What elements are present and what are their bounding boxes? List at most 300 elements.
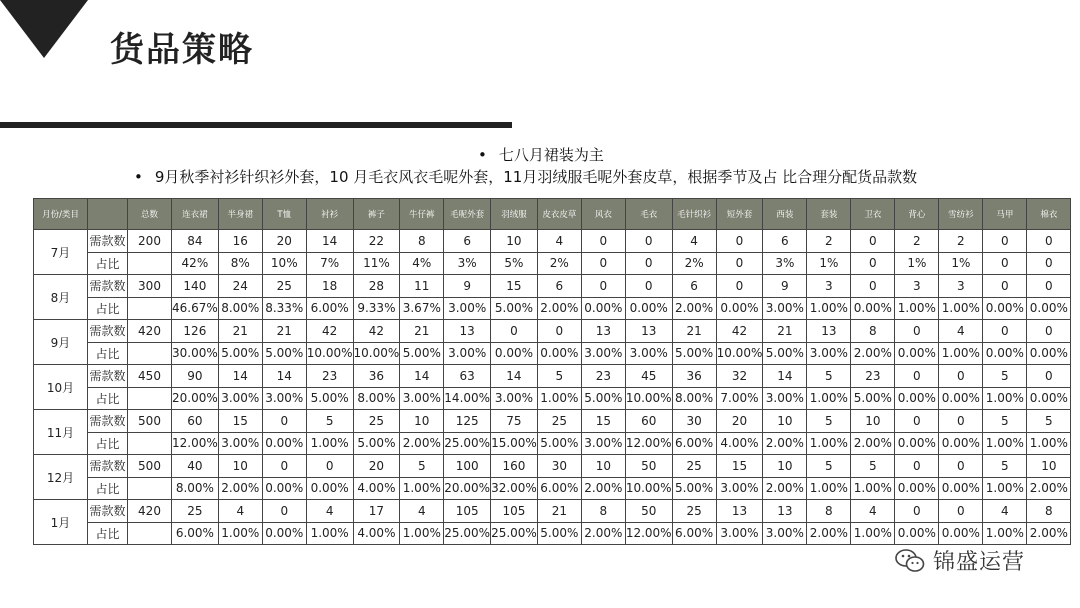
row-label: 占比 [88, 297, 128, 320]
data-cell: 1.00% [537, 387, 581, 410]
data-cell: 0 [716, 230, 763, 253]
column-header: 短外套 [716, 199, 763, 230]
data-cell: 60 [172, 410, 219, 433]
data-cell: 2% [672, 252, 716, 275]
data-cell: 1.00% [983, 387, 1027, 410]
data-cell: 46.67% [172, 297, 219, 320]
data-cell: 4 [400, 500, 444, 523]
bullet-item [478, 144, 604, 165]
data-cell: 50 [625, 455, 672, 478]
data-cell: 3.00% [444, 297, 491, 320]
month-cell: 12月 [34, 455, 88, 500]
data-cell: 30 [672, 410, 716, 433]
data-cell: 10.00% [716, 342, 763, 365]
data-cell: 0.00% [939, 522, 983, 545]
data-cell: 0 [939, 365, 983, 388]
data-cell: 28 [353, 275, 400, 298]
data-cell: 16 [218, 230, 262, 253]
table-row [34, 522, 1071, 545]
data-cell: 5.00% [537, 432, 581, 455]
data-cell [128, 297, 172, 320]
data-cell: 0.00% [895, 342, 939, 365]
data-cell: 25 [172, 500, 219, 523]
data-cell: 0 [581, 252, 625, 275]
data-cell: 13 [581, 320, 625, 343]
data-cell: 7% [306, 252, 353, 275]
bullet-text: 9月秋季衬衫针织衫外套，10 月毛衣风衣毛呢外套，11月羽绒服毛呢外套皮草，根据季节及占 比合理分配货品款数 [154, 168, 918, 186]
data-cell: 5.00% [672, 342, 716, 365]
data-cell: 0.00% [1027, 342, 1071, 365]
row-label: 需款数 [88, 230, 128, 253]
data-cell: 50 [625, 500, 672, 523]
data-cell: 5.00% [400, 342, 444, 365]
data-cell: 3.00% [807, 342, 851, 365]
bullet-marker: • [134, 168, 143, 186]
data-cell: 20.00% [444, 477, 491, 500]
table-row [34, 432, 1071, 455]
data-cell: 0.00% [939, 477, 983, 500]
data-cell: 5.00% [851, 387, 895, 410]
data-cell: 45 [625, 365, 672, 388]
data-cell: 420 [128, 320, 172, 343]
data-cell: 11 [400, 275, 444, 298]
data-cell: 0.00% [1027, 387, 1071, 410]
data-cell: 8.33% [262, 297, 306, 320]
data-cell: 10.00% [625, 387, 672, 410]
data-cell: 0.00% [1027, 297, 1071, 320]
data-cell: 0.00% [262, 522, 306, 545]
data-cell: 0 [262, 455, 306, 478]
data-cell: 36 [672, 365, 716, 388]
data-cell: 14 [763, 365, 807, 388]
data-cell: 3.00% [218, 387, 262, 410]
data-cell: 5% [491, 252, 538, 275]
data-cell: 21 [400, 320, 444, 343]
data-cell: 5.00% [537, 522, 581, 545]
data-cell: 42% [172, 252, 219, 275]
data-cell: 60 [625, 410, 672, 433]
data-cell: 20 [262, 230, 306, 253]
data-cell: 3.00% [763, 297, 807, 320]
data-cell: 6.00% [172, 522, 219, 545]
column-header: 牛仔裤 [400, 199, 444, 230]
data-cell: 21 [763, 320, 807, 343]
column-header: 羽绒服 [491, 199, 538, 230]
data-cell: 3.00% [763, 522, 807, 545]
data-cell: 3.00% [716, 522, 763, 545]
data-cell: 0.00% [895, 522, 939, 545]
data-cell: 3% [444, 252, 491, 275]
data-cell: 0.00% [716, 297, 763, 320]
wechat-icon [895, 548, 925, 574]
column-header: 月份/类目 [34, 199, 88, 230]
data-cell: 21 [672, 320, 716, 343]
data-cell: 0.00% [262, 432, 306, 455]
row-label: 需款数 [88, 455, 128, 478]
data-cell: 0.00% [537, 342, 581, 365]
data-cell: 4 [537, 230, 581, 253]
data-cell: 3.00% [444, 342, 491, 365]
data-cell: 5 [983, 455, 1027, 478]
data-cell: 2 [939, 230, 983, 253]
column-header: 连衣裙 [172, 199, 219, 230]
data-cell: 500 [128, 455, 172, 478]
data-cell: 12.00% [172, 432, 219, 455]
data-cell: 6 [763, 230, 807, 253]
data-cell: 0 [983, 320, 1027, 343]
data-cell: 30 [537, 455, 581, 478]
watermark-text: 锦盛运营 [933, 550, 1026, 575]
data-cell: 0 [895, 410, 939, 433]
data-cell: 2.00% [581, 477, 625, 500]
data-cell: 4 [983, 500, 1027, 523]
table-row [34, 455, 1071, 478]
data-cell: 8.00% [353, 387, 400, 410]
data-cell: 3 [895, 275, 939, 298]
data-cell: 4 [218, 500, 262, 523]
data-cell: 5 [983, 365, 1027, 388]
data-cell: 1% [807, 252, 851, 275]
table-row [34, 297, 1071, 320]
data-cell: 1% [895, 252, 939, 275]
data-cell: 420 [128, 500, 172, 523]
data-cell: 25 [672, 500, 716, 523]
data-cell: 1.00% [983, 477, 1027, 500]
data-cell: 25.00% [491, 522, 538, 545]
data-cell: 8 [851, 320, 895, 343]
data-cell [128, 522, 172, 545]
row-label: 需款数 [88, 410, 128, 433]
table-row [34, 275, 1071, 298]
row-label: 需款数 [88, 365, 128, 388]
column-header: 风衣 [581, 199, 625, 230]
data-cell: 5 [400, 455, 444, 478]
data-cell: 15 [491, 275, 538, 298]
data-cell: 3.00% [400, 387, 444, 410]
data-cell: 25.00% [444, 432, 491, 455]
data-cell: 125 [444, 410, 491, 433]
data-cell: 160 [491, 455, 538, 478]
data-cell: 0 [939, 500, 983, 523]
data-cell: 5 [851, 455, 895, 478]
page-title: 货品策略 [110, 30, 254, 70]
data-cell: 20 [353, 455, 400, 478]
data-cell: 10 [400, 410, 444, 433]
data-cell: 0 [895, 455, 939, 478]
data-cell [128, 477, 172, 500]
data-cell: 36 [353, 365, 400, 388]
data-cell: 8 [581, 500, 625, 523]
data-cell: 3.00% [581, 432, 625, 455]
data-cell [128, 387, 172, 410]
data-cell: 5.00% [581, 387, 625, 410]
data-cell: 5.00% [353, 432, 400, 455]
column-header: 总数 [128, 199, 172, 230]
data-cell: 8.00% [172, 477, 219, 500]
row-label: 需款数 [88, 275, 128, 298]
data-cell: 0 [581, 275, 625, 298]
data-cell: 25 [537, 410, 581, 433]
data-cell: 5 [537, 365, 581, 388]
data-cell: 23 [306, 365, 353, 388]
data-cell: 140 [172, 275, 219, 298]
data-cell: 1.00% [306, 432, 353, 455]
data-cell: 12.00% [625, 432, 672, 455]
data-cell: 17 [353, 500, 400, 523]
data-cell: 0 [716, 252, 763, 275]
data-cell: 9 [763, 275, 807, 298]
data-cell: 0 [625, 230, 672, 253]
data-cell: 12.00% [625, 522, 672, 545]
data-cell: 10 [491, 230, 538, 253]
column-header: 皮衣皮草 [537, 199, 581, 230]
product-strategy-table [33, 198, 1071, 545]
data-cell: 3.00% [218, 432, 262, 455]
data-cell: 450 [128, 365, 172, 388]
data-cell: 5.00% [218, 342, 262, 365]
data-cell: 5 [807, 455, 851, 478]
table-row [34, 387, 1071, 410]
data-cell: 8 [1027, 500, 1071, 523]
data-cell: 0.00% [983, 297, 1027, 320]
data-cell: 13 [763, 500, 807, 523]
data-cell: 10 [581, 455, 625, 478]
data-cell: 5.00% [763, 342, 807, 365]
data-cell: 13 [444, 320, 491, 343]
data-cell: 0 [895, 365, 939, 388]
data-cell: 25 [262, 275, 306, 298]
data-cell [128, 432, 172, 455]
data-cell: 1% [939, 252, 983, 275]
data-cell: 2 [807, 230, 851, 253]
table-row [34, 410, 1071, 433]
data-cell: 75 [491, 410, 538, 433]
data-cell: 6 [672, 275, 716, 298]
data-cell: 10 [763, 410, 807, 433]
data-cell: 14 [491, 365, 538, 388]
month-cell: 11月 [34, 410, 88, 455]
column-header: 半身裙 [218, 199, 262, 230]
data-cell: 1.00% [939, 342, 983, 365]
data-cell: 105 [491, 500, 538, 523]
row-label: 占比 [88, 387, 128, 410]
data-cell: 40 [172, 455, 219, 478]
data-cell: 1.00% [1027, 432, 1071, 455]
table-row [34, 477, 1071, 500]
data-cell: 3 [939, 275, 983, 298]
data-cell: 42 [716, 320, 763, 343]
data-cell: 6 [537, 275, 581, 298]
data-cell: 2 [895, 230, 939, 253]
data-cell: 21 [537, 500, 581, 523]
data-cell: 25.00% [444, 522, 491, 545]
data-cell: 5.00% [262, 342, 306, 365]
data-cell: 2.00% [851, 342, 895, 365]
data-cell: 0 [306, 455, 353, 478]
data-cell: 6.00% [672, 522, 716, 545]
data-cell: 14 [400, 365, 444, 388]
corner-triangle [0, 0, 88, 58]
data-cell: 500 [128, 410, 172, 433]
data-cell: 2.00% [537, 297, 581, 320]
data-cell: 200 [128, 230, 172, 253]
data-cell: 0.00% [262, 477, 306, 500]
data-cell: 2.00% [400, 432, 444, 455]
month-cell: 7月 [34, 230, 88, 275]
data-cell: 25 [353, 410, 400, 433]
title-divider [0, 122, 512, 128]
data-cell: 3.00% [262, 387, 306, 410]
data-cell: 100 [444, 455, 491, 478]
data-cell: 4% [400, 252, 444, 275]
table-row [34, 320, 1071, 343]
column-header: 毛呢外套 [444, 199, 491, 230]
data-cell: 0 [983, 230, 1027, 253]
data-cell: 6.00% [537, 477, 581, 500]
data-cell: 0 [1027, 320, 1071, 343]
data-cell: 4 [851, 500, 895, 523]
data-cell: 4 [672, 230, 716, 253]
data-cell: 6.00% [306, 297, 353, 320]
data-cell: 11% [353, 252, 400, 275]
data-cell: 2.00% [672, 297, 716, 320]
data-cell: 15 [716, 455, 763, 478]
data-cell: 3.00% [716, 477, 763, 500]
row-label: 需款数 [88, 320, 128, 343]
data-cell: 13 [625, 320, 672, 343]
bullet-item [134, 166, 917, 187]
data-cell: 0.00% [939, 432, 983, 455]
data-cell: 5.00% [306, 387, 353, 410]
row-label: 占比 [88, 522, 128, 545]
data-cell: 3% [763, 252, 807, 275]
data-cell: 5.00% [672, 477, 716, 500]
data-cell: 0 [895, 320, 939, 343]
data-cell: 15.00% [491, 432, 538, 455]
data-cell: 14 [262, 365, 306, 388]
bullet-marker: • [478, 146, 487, 164]
data-cell: 0 [983, 252, 1027, 275]
data-cell: 8.00% [672, 387, 716, 410]
data-cell: 0.00% [625, 297, 672, 320]
data-cell: 1.00% [400, 522, 444, 545]
data-cell: 300 [128, 275, 172, 298]
data-cell: 0 [939, 410, 983, 433]
data-cell: 10 [218, 455, 262, 478]
data-cell: 1.00% [807, 477, 851, 500]
data-cell: 1.00% [983, 432, 1027, 455]
data-cell: 0 [1027, 275, 1071, 298]
data-cell: 0 [581, 230, 625, 253]
data-cell: 1.00% [851, 522, 895, 545]
data-cell: 0.00% [939, 387, 983, 410]
data-cell: 14 [218, 365, 262, 388]
table-row [34, 500, 1071, 523]
data-cell: 90 [172, 365, 219, 388]
data-cell: 4.00% [353, 477, 400, 500]
column-header: 毛衣 [625, 199, 672, 230]
data-cell: 0.00% [983, 342, 1027, 365]
data-cell: 0 [1027, 230, 1071, 253]
data-cell: 2.00% [581, 522, 625, 545]
data-cell: 3.67% [400, 297, 444, 320]
data-cell: 3.00% [491, 387, 538, 410]
data-cell: 8 [807, 500, 851, 523]
data-cell: 0 [625, 252, 672, 275]
data-cell: 2.00% [807, 522, 851, 545]
column-header: 毛针织衫 [672, 199, 716, 230]
data-cell: 1.00% [218, 522, 262, 545]
data-cell: 3.00% [625, 342, 672, 365]
data-cell: 22 [353, 230, 400, 253]
data-cell: 1.00% [939, 297, 983, 320]
data-cell: 10% [262, 252, 306, 275]
data-cell: 6 [444, 230, 491, 253]
data-cell: 0.00% [306, 477, 353, 500]
data-cell: 9 [444, 275, 491, 298]
data-cell: 0 [851, 275, 895, 298]
data-cell: 3.00% [763, 387, 807, 410]
data-cell: 1.00% [306, 522, 353, 545]
row-label: 占比 [88, 432, 128, 455]
data-cell: 13 [716, 500, 763, 523]
data-cell: 1.00% [851, 477, 895, 500]
table-row [34, 342, 1071, 365]
column-header: 马甲 [983, 199, 1027, 230]
data-cell: 23 [851, 365, 895, 388]
data-cell: 2.00% [763, 432, 807, 455]
data-cell: 5 [807, 365, 851, 388]
data-cell: 8% [218, 252, 262, 275]
data-cell: 10 [1027, 455, 1071, 478]
data-cell: 0 [895, 500, 939, 523]
column-header: 棉衣 [1027, 199, 1071, 230]
column-header: 雪纺衫 [939, 199, 983, 230]
data-cell: 0 [262, 500, 306, 523]
data-cell: 1.00% [807, 297, 851, 320]
data-cell: 42 [353, 320, 400, 343]
data-cell: 0 [983, 275, 1027, 298]
column-header: 背心 [895, 199, 939, 230]
data-cell: 20 [716, 410, 763, 433]
column-header: 西装 [763, 199, 807, 230]
month-cell: 10月 [34, 365, 88, 410]
data-cell: 2.00% [1027, 477, 1071, 500]
data-cell: 0 [1027, 365, 1071, 388]
month-cell: 9月 [34, 320, 88, 365]
column-header [88, 199, 128, 230]
table-row [34, 365, 1071, 388]
data-cell [128, 252, 172, 275]
data-cell: 0.00% [895, 387, 939, 410]
data-cell: 2.00% [851, 432, 895, 455]
data-cell: 0 [939, 455, 983, 478]
bullet-text: 七八月裙装为主 [498, 146, 604, 164]
data-cell: 0.00% [851, 297, 895, 320]
data-cell: 23 [581, 365, 625, 388]
data-cell: 0.00% [581, 297, 625, 320]
data-cell: 2.00% [763, 477, 807, 500]
data-cell: 0.00% [491, 342, 538, 365]
column-header: 套装 [807, 199, 851, 230]
data-cell: 5.00% [491, 297, 538, 320]
data-cell: 21 [262, 320, 306, 343]
data-cell: 14 [306, 230, 353, 253]
row-label: 占比 [88, 342, 128, 365]
data-cell: 0.00% [895, 432, 939, 455]
data-cell: 0.00% [895, 477, 939, 500]
data-cell: 0 [1027, 252, 1071, 275]
